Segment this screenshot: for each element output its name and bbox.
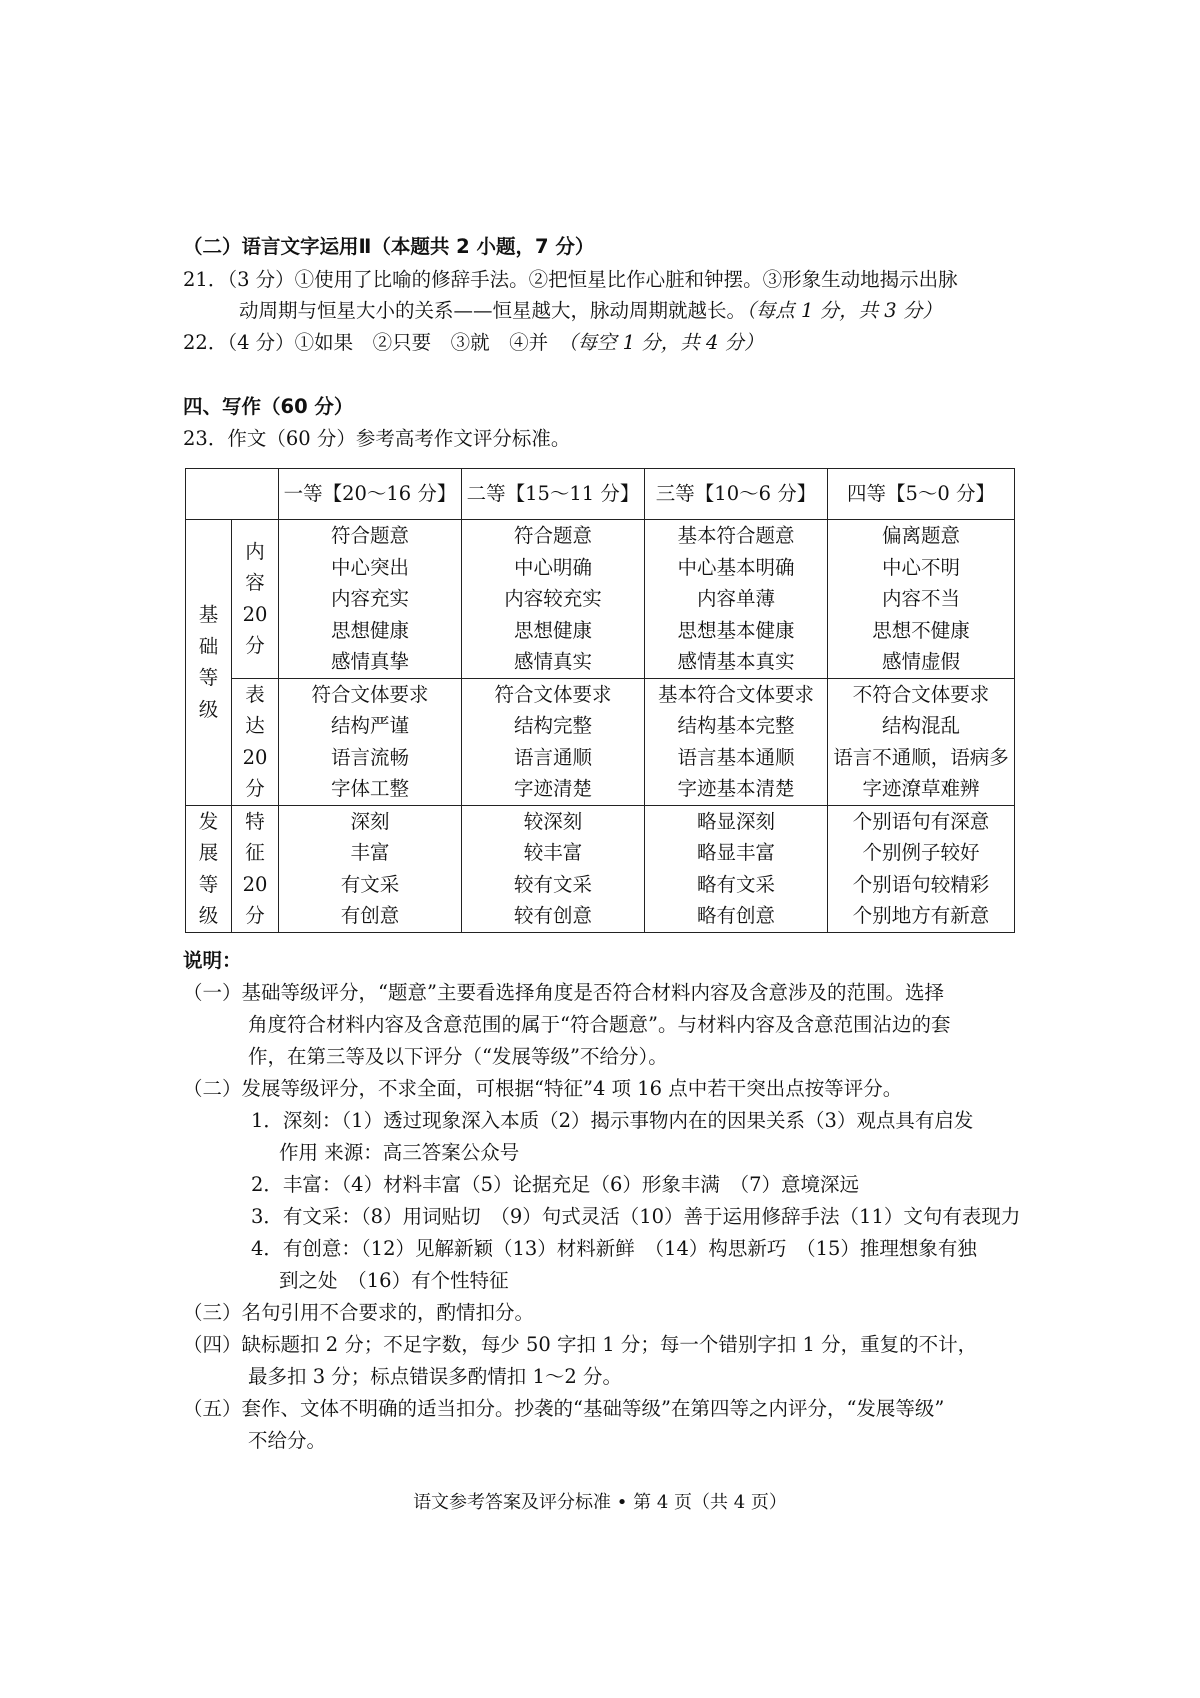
table-corner-cell <box>186 469 279 520</box>
content-grade-4: 偏离题意 中心不明 内容不当 思想不健康 感情虚假 <box>828 520 1015 679</box>
note-1-line1: （一）基础等级评分，“题意”主要看选择角度是否符合材料内容及含意涉及的范围。选择 <box>183 981 944 1004</box>
feature-grade-3: 略显深刻 略显丰富 略有文采 略有创意 <box>645 805 828 932</box>
table-row-content <box>186 520 1015 679</box>
note-2-1-tail: 作用 <box>279 1141 319 1164</box>
note-2: （二）发展等级评分，不求全面，可根据“特征”4 项 16 点中若干突出点按等评分。 <box>183 1077 903 1100</box>
content-grade-3: 基本符合题意 中心基本明确 内容单薄 思想基本健康 感情基本真实 <box>645 520 828 679</box>
feature-grade-1: 深刻 丰富 有文采 有创意 <box>279 805 462 932</box>
expression-grade-3: 基本符合文体要求 结构基本完整 语言基本通顺 字迹基本清楚 <box>645 678 828 805</box>
note-4-line1: （四）缺标题扣 2 分；不足字数，每少 50 字扣 1 分；每一个错别字扣 1 分，重复的不计， <box>183 1333 978 1356</box>
header-grade-1: 一等【20～16 分】 <box>279 469 462 520</box>
header-grade-2: 二等【15～11 分】 <box>462 469 645 520</box>
header-grade-4: 四等【5～0 分】 <box>828 469 1015 520</box>
table-row-feature <box>186 805 1015 932</box>
development-level-label: 发 展 等 级 <box>186 805 232 932</box>
feature-grade-4: 个别语句有深意 个别例子较好 个别语句较精彩 个别地方有新意 <box>828 805 1015 932</box>
feature-grade-2: 较深刻 较丰富 较有文采 较有创意 <box>462 805 645 932</box>
page-footer: 语文参考答案及评分标准 • 第 4 页（共 4 页） <box>413 1492 787 1513</box>
expression-grade-2: 符合文体要求 结构完整 语言通顺 字迹清楚 <box>462 678 645 805</box>
q21-score-note: （每点 1 分，共 3 分） <box>746 299 942 322</box>
expression-grade-1: 符合文体要求 结构严谨 语言流畅 字体工整 <box>279 678 462 805</box>
feature-label: 特 征 20 分 <box>232 805 279 932</box>
note-3: （三）名句引用不合要求的，酌情扣分。 <box>183 1301 535 1324</box>
note-5-line2: 不给分。 <box>248 1429 327 1452</box>
expression-grade-4: 不符合文体要求 结构混乱 语言不通顺，语病多 字迹潦草难辨 <box>828 678 1015 805</box>
q23-line: 23．作文（60 分）参考高考作文评分标准。 <box>183 427 571 450</box>
note-2-2: 2．丰富：（4）材料丰富（5）论据充足（6）形象丰满 （7）意境深远 <box>251 1173 860 1196</box>
note-4-line2: 最多扣 3 分；标点错误多酌情扣 1～2 分。 <box>248 1365 623 1388</box>
q21-line2 <box>239 296 942 326</box>
note-2-4-line1: 4．有创意：（12）见解新颖（13）材料新鲜 （14）构思新巧 （15）推理想象有独 <box>251 1237 977 1260</box>
note-1-line2: 角度符合材料内容及含意范围的属于“符合题意”。与材料内容及含意范围沾边的套 <box>248 1013 951 1036</box>
table-header-row <box>186 469 1015 520</box>
note-2-4-line2: 到之处 （16）有个性特征 <box>279 1269 509 1292</box>
note-5-line1: （五）套作、文体不明确的适当扣分。抄袭的“基础等级”在第四等之内评分，“发展等级” <box>183 1397 945 1420</box>
note-1-line3: 作，在第三等及以下评分（“发展等级”不给分）。 <box>248 1045 668 1068</box>
q22-line <box>183 328 764 358</box>
q22-text: 22．（4 分）①如果 ②只要 ③就 ④并 <box>183 331 549 354</box>
q21-text: 动周期与恒星大小的关系——恒星越大，脉动周期就越长。 <box>239 299 747 322</box>
q21-line1: 21．（3 分）①使用了比喻的修辞手法。②把恒星比作心脏和钟摆。③形象生动地揭示出脉 <box>183 268 958 291</box>
section4-heading: 四、写作（60 分） <box>183 395 354 418</box>
notes-title: 说明： <box>183 949 242 972</box>
note-2-1-line2 <box>279 1137 519 1169</box>
table-row-expression <box>186 678 1015 805</box>
source-tag: 来源：高三答案公众号 <box>324 1141 520 1164</box>
note-2-1-line1: 1．深刻：（1）透过现象深入本质（2）揭示事物内在的因果关系（3）观点具有启发 <box>251 1109 974 1132</box>
scoring-table <box>185 468 1015 933</box>
section2-heading: （二）语言文字运用Ⅱ（本题共 2 小题，7 分） <box>183 235 595 258</box>
content-label: 内 容 20 分 <box>232 520 279 679</box>
header-grade-3: 三等【10～6 分】 <box>645 469 828 520</box>
expression-label: 表 达 20 分 <box>232 678 279 805</box>
q22-score-note: （每空 1 分，共 4 分） <box>567 331 764 354</box>
content-grade-1: 符合题意 中心突出 内容充实 思想健康 感情真挚 <box>279 520 462 679</box>
note-2-3: 3．有文采：（8）用词贴切 （9）句式灵活（10）善于运用修辞手法（11）文句有表现力 <box>251 1205 1021 1228</box>
basic-level-label: 基 础 等 级 <box>186 520 232 806</box>
content-grade-2: 符合题意 中心明确 内容较充实 思想健康 感情真实 <box>462 520 645 679</box>
